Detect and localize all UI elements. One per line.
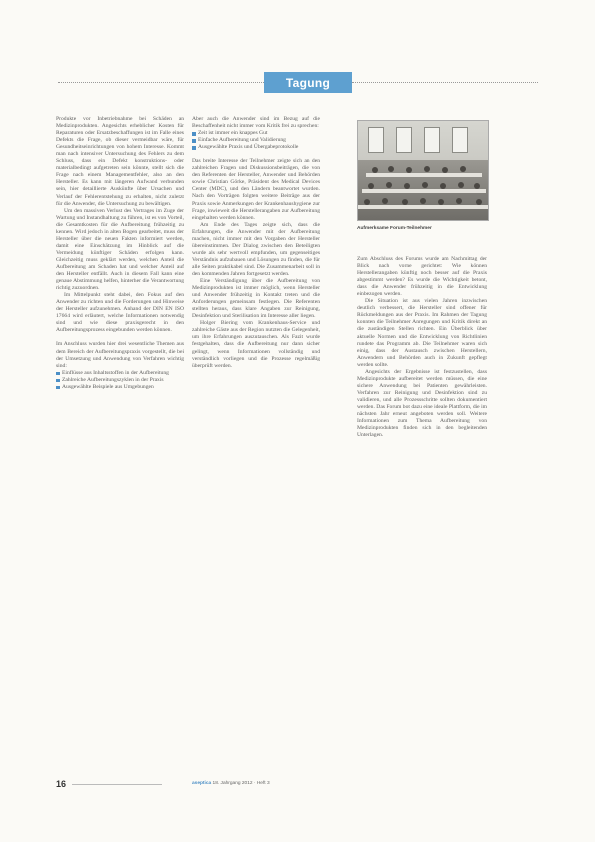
- paragraph: Angesichts der Ergebnisse ist festzustellen, dass Medizinprodukte aufbereitet werden müssen, die eine sichere Anwendung bei Patienten gewährleisten. Verfahren zur Reinigung und Desinfektion sind zu validieren, und alle Prozessschritte sollten dokumentiert werden. Das Forum bot dazu eine ideale Plattform, die im nächsten Jahr erneut angeboten werden soll. Weitere Informationen zum Thema Aufbereitung von Medizinprodukten finden sich in den begleitenden Unterlagen.: [357, 368, 487, 439]
- paragraph: Zum Abschluss des Forums wurde am Nachmittag der Blick nach vorne gerichtet: Wie können Herstellerangaben künftig noch besser auf die Praxis abgestimmt werden? Es wurde die Wichtigkeit betont, dass die Anwender frühzeitig in die Entwicklung einbezogen werden.: [357, 256, 487, 298]
- paragraph: Produkte vor Inbetriebnahme bei Schäden an Medizinprodukten. Angesichts erheblicher Kosten für Reparaturen oder Ersatzbeschaffungen ist im Falle eines Defekts die Frage, ob dieser vermeidbar wäre, für Gesundheitseinrichtungen von hohem Interesse. Kommt man nach intensiver Untersuchung des Fehlers zu dem Schluss, dass ein Defekt konstruktions- oder materialbedingt aufgetreten sein könnte, stellt sich die Frage nach einem Managementfehler, also an den Hersteller. Es kann mit längeren Aufwand verbunden sein, hier detaillierte Auskünfte über Ursachen und Verlauf der Fehlerentstehung zu erhalten, nicht zuletzt für die Anwender, die Untersuchung zu bewältigen.: [56, 116, 184, 207]
- header-rule-right: [352, 82, 538, 83]
- publication-name: aseptica: [192, 781, 212, 786]
- paragraph: Im Anschluss wurden hier drei wesentliche Themen aus dem Bereich der Aufbereitungspraxis vorgestellt, die bei der Umsetzung und Anwendung von Verfahren wichtig sind:: [56, 341, 184, 369]
- list-item: Einflüsse aus Inhaltsstoffen in der Aufbereitung: [56, 370, 184, 377]
- paragraph: Eine Verständigung über die Aufbereitung von Medizinprodukten ist immer möglich, wenn Hersteller und Anwender frühzeitig in Kontakt treten und die Anforderungen gemeinsam festlegen. Die Referenten stellten heraus, dass klare Angaben zur Reinigung, Desinfektion und Sterilisation im Interesse aller liegen.: [192, 278, 320, 320]
- text-column-1: [56, 116, 184, 391]
- paragraph: Am Ende des Tages zeigte sich, dass die Erfahrungen, die Anwender mit der Aufbereitung machen, nicht immer mit den Vorgaben der Hersteller übereinstimmen. Der Dialog zwischen den Beteiligten wurde als sehr wertvoll empfunden, um gegenseitiges Verständnis aufzubauen und Lösungen zu finden, die für alle Seiten praktikabel sind. Die Zusammenarbeit soll in den kommenden Jahren fortgesetzt werden.: [192, 221, 320, 277]
- bullet-list: [192, 130, 320, 151]
- paragraph: Die Situation ist aus vielen Jahren inzwischen deutlich verbessert, die Hersteller sind offener für Rückmeldungen aus der Praxis. Im Rahmen der Tagung konnten die Teilnehmer Anregungen und Kritik direkt an die zuständigen Stellen richten. Ein Überblick über aktuelle Normen und die Entwicklung von Richtlinien rundete das Programm ab. Die Teilnehmer waren sich einig, dass der Austausch zwischen Herstellern, Anwendern und Behörden auch in Zukunft gepflegt werden sollte.: [357, 298, 487, 368]
- conference-photo: [357, 120, 489, 221]
- list-item: Ausgewählte Beispiele aus Umgebungen: [56, 384, 184, 391]
- photo-caption: Aufmerksame Forum-Teilnehmer: [357, 226, 432, 231]
- list-item: Einfache Aufbereitung und Validierung: [192, 137, 320, 144]
- footer-rule: [72, 784, 162, 785]
- list-item: Zahlreiche Aufbereitungszyklen in der Praxis: [56, 377, 184, 384]
- paragraph: Aber auch die Anwender sind im Bezug auf die Beschaffenheit nicht immer vom Kritik frei zu sprechen:: [192, 116, 320, 130]
- bullet-list: [56, 370, 184, 391]
- list-item: Zeit ist immer ein knappes Gut: [192, 130, 320, 137]
- footer-publication: [192, 781, 270, 786]
- section-label: Tagung: [264, 72, 352, 93]
- paragraph: Das breite Interesse der Teilnehmer zeigte sich an den zahlreichen Fragen und Diskussionsbeiträgen, die von den Referenten der Hersteller, Anwender und Behörden sowie Christian Görke, Präsident des Medical Devices Center (MDC), und den Ländern beantwortet wurden. Nach den Vorträgen folgten weitere Beiträge aus der Praxis sowie Anmerkungen der Krankenhaushygiene zur Frage, inwieweit die Herstellerangaben zur Aufbereitung eingehalten werden können.: [192, 158, 320, 221]
- paragraph: Im Mittelpunkt steht dabei, den Fokus auf den Anwender zu richten und die Forderungen und Hinweise der Hersteller aufzunehmen. Anhand der DIN EN ISO 17664 wird erläutert, welche Informationen notwendig sind und wie diese praxisgerecht in den Aufbereitungsprozess eingebunden werden können.: [56, 292, 184, 334]
- text-column-2: [192, 116, 320, 370]
- paragraph: Holger Biering vom Krankenhaus-Service und zahlreiche Gäste aus der Region nutzten die Gelegenheit, um ihre Erfahrungen auszutauschen. Als Fazit wurde festgehalten, dass die Aufbereitung nur dann sicher gelingt, wenn Informationen vollständig und verständlich vorliegen und die Prozesse regelmäßig überprüft werden.: [192, 320, 320, 369]
- paragraph: Um den massiven Verlust des Vertrages im Zuge der Wartung und Instandhaltung zu führen, ist es von Vorteil, die Gesamtkosten für die Aufbereitung frühzeitig zu kennen. Wird jedoch in alten Bogen gearbeitet, muss der Hersteller über die neuen Fakten informiert werden, damit eine Einschätzung im Hinblick auf die Vermeidung künftiger Schäden erfolgen kann. Gleichzeitig muss geklärt werden, welchen Anteil die Aufbereitung am Schaden hat und welcher Anteil auf den Hersteller entfällt. Auch in diesem Fall kann eine genaue Abstimmung helfen, hinterher die Verantwortung richtig zuzuordnen.: [56, 207, 184, 292]
- page-number: 16: [56, 779, 67, 789]
- header-rule-left: [58, 82, 264, 83]
- publication-issue: 18. Jahrgang 2012 · Heft 3: [212, 781, 270, 786]
- text-column-3: [357, 256, 487, 439]
- list-item: Ausgewählte Praxis und Übergabeprotokolle: [192, 144, 320, 151]
